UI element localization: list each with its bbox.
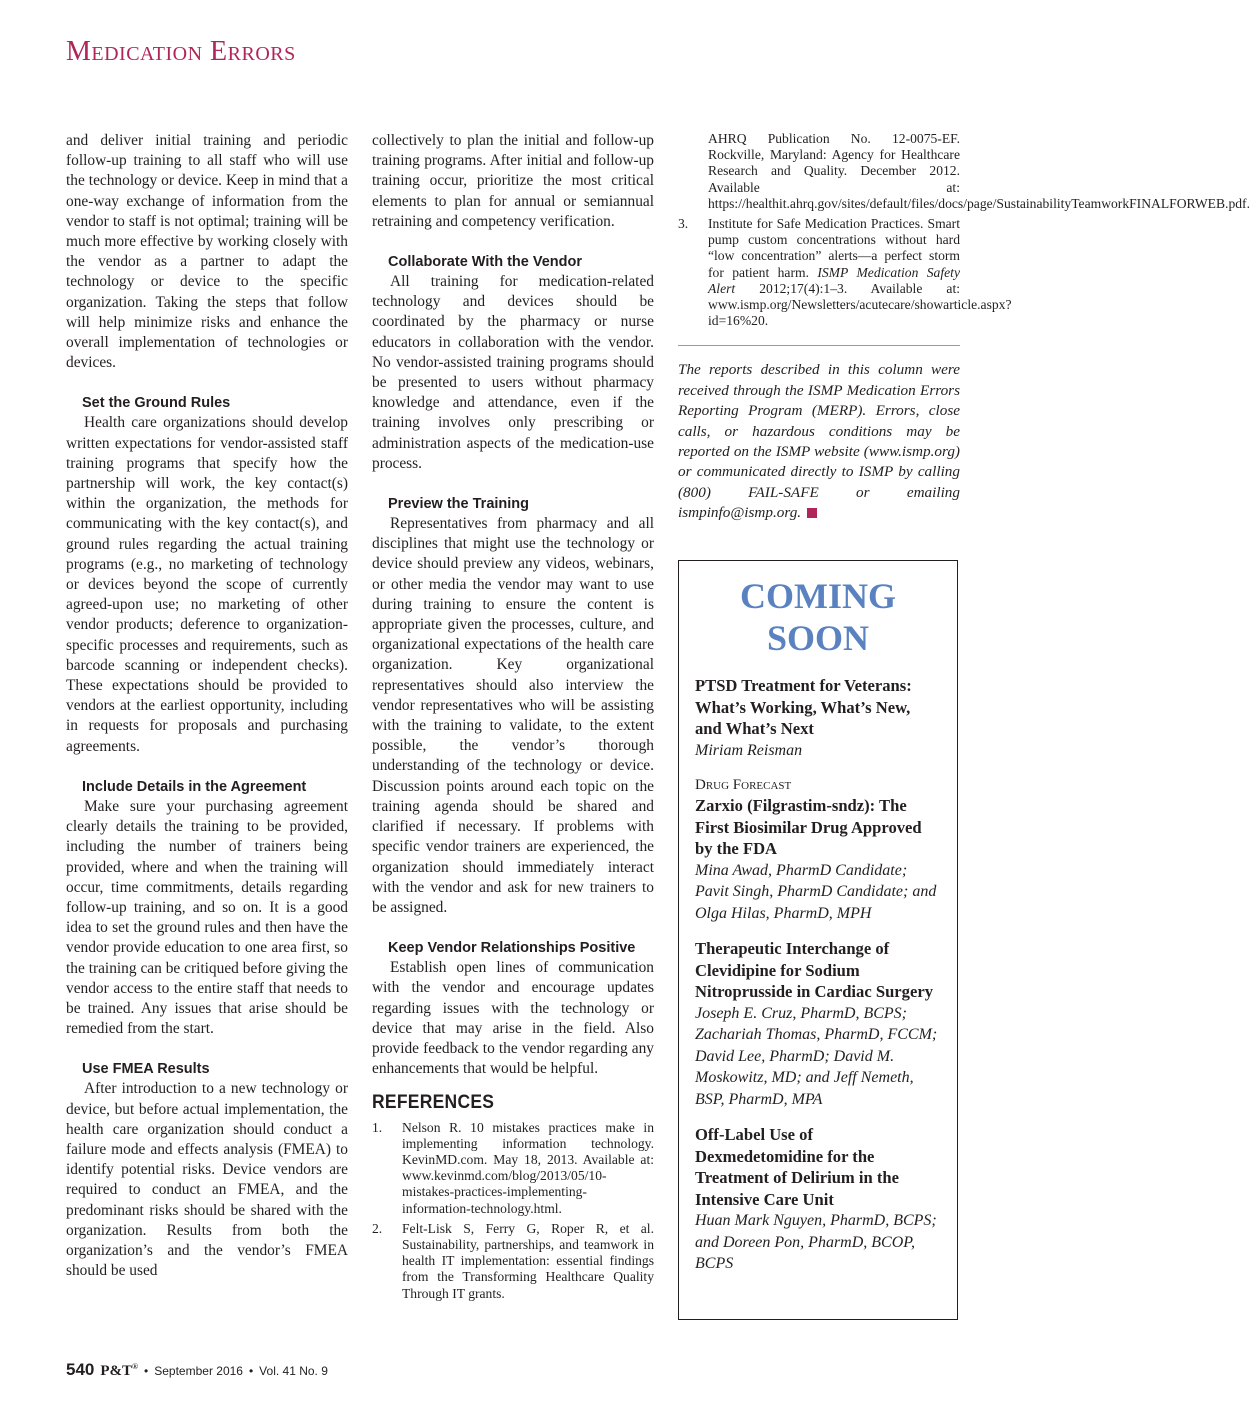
reference-item [372, 1120, 654, 1217]
coming-soon-item-authors: Huan Mark Nguyen, PharmD, BCPS; and Doreen Pon, PharmD, BCOP, BCPS [695, 1212, 937, 1272]
issue-volume: Vol. 41 No. 9 [259, 1364, 328, 1378]
reference-item [678, 216, 1012, 329]
reference-number: 3. [678, 216, 689, 232]
divider [678, 345, 960, 346]
paragraph-preview: Representatives from pharmacy and all disciplines that might use the technology or device should preview any videos, webinars, or other media the vendor may want to use during training to ensure the content is appropriate given the processes, culture, and organizational expectations of the health care organization. Key organizational representatives should also interview the vendor representatives who will be assisting with the training to validate, to the extent possible, the vendor’s thorough understanding of the technology or device. Discussion points around each topic on the training agenda should be shared and clarified if necessary. If problems with specific vendor trainers are experienced, the organization should immediately interact with the vendor and ask for new trainers to be assigned. [372, 515, 654, 916]
subhead-collaborate: Collaborate With the Vendor [388, 254, 583, 271]
coming-soon-item-authors: Miriam Reisman [695, 741, 803, 759]
footer-separator: • [144, 1364, 149, 1378]
paragraph-keep-positive: Establish open lines of communication with the vendor and encourage updates regarding issues with the technology or device that may arise in the field. Also provide feedback to the vendor regarding any enhancements that would be helpful. [372, 959, 654, 1078]
reference-journal: ISMP Medication Safety Alert [708, 264, 960, 296]
coming-soon-item-title: PTSD Treatment for Veterans: What’s Working, What’s New, and What’s Next [695, 676, 912, 738]
page-footer [66, 1360, 328, 1380]
footer-separator: • [248, 1364, 254, 1378]
reference-text: Nelson R. 10 mistakes practices make in implementing information technology. KevinMD.com. May 18, 2013. Available at: www.kevinmd.com/blog/2013/05/10-mistakes-practices-implementing-information-technology.html. [402, 1119, 654, 1216]
issue-date: September 2016 [154, 1364, 243, 1378]
coming-soon-item [695, 775, 941, 924]
coming-soon-item [695, 675, 941, 761]
reference-number: 2. [372, 1220, 383, 1236]
coming-soon-title-line1: COMING [740, 576, 896, 616]
references-heading: REFERENCES [372, 1092, 495, 1114]
reference-item-continued [678, 131, 1250, 212]
end-mark-icon [807, 508, 817, 518]
paragraph-collaborate: All training for medication-related technology and devices should be coordinated by the pharmacy or nurse educators in collaboration with the vendor. No vendor-assisted training programs should be presented to users without pharmacy knowledge and attendance, even if the training involves only prescribing or administration aspects of the medication-use process. [372, 273, 654, 472]
col2-intro: collectively to plan the initial and follow-up training programs. After initial and follow-up training occur, prioritize the most critical elements to plan for annual or semiannual retraining and competency verification. [372, 132, 654, 230]
reference-text: Felt-Lisk S, Ferry G, Roper R, et al. Sustainability, partnerships, and teamwork in health IT implementation: essential findings from the Transforming Healthcare Quality Through IT grants. [402, 1220, 654, 1301]
merp-note-text: The reports described in this column were received through the ISMP Medication Errors Reporting Program (MERP). Errors, close calls, or hazardous conditions may be reported on the ISMP website (www.ismp.org) or communicated directly to ISMP by calling (800) FAIL-SAFE or emailing ismpinfo@ismp.org. [678, 361, 960, 522]
references-list [372, 1120, 654, 1302]
column-1 [66, 131, 348, 1281]
coming-soon-box [678, 560, 958, 1320]
subhead-include-details: Include Details in the Agreement [82, 778, 307, 795]
reference-text: AHRQ Publication No. 12-0075-EF. Rockville, Maryland: Agency for Healthcare Research and Quality. December 2012. Available at: https://healthit.ahrq.gov/sites/default/files/docs/page/SustainabilityTeamworkFINALFORWEB.pdf. [708, 131, 1250, 211]
coming-soon-title-line2: SOON [766, 618, 870, 658]
coming-soon-item-title: Zarxio (Filgrastim-sndz): The First Biosimilar Drug Approved by the FDA [695, 796, 922, 858]
subhead-ground-rules: Set the Ground Rules [82, 395, 231, 412]
subhead-preview: Preview the Training [388, 496, 530, 513]
coming-soon-item-title: Off-Label Use of Dexmedetomidine for the Treatment of Delirium in the Intensive Care Unit [695, 1125, 900, 1209]
coming-soon-item-authors: Joseph E. Cruz, PharmD, BCPS; Zachariah Thomas, PharmD, FCCM; David Lee, PharmD; David M. Moskowitz, MD; and Jeff Nemeth, BSP, PharmD, MPA [695, 1004, 938, 1108]
coming-soon-item-title: Therapeutic Interchange of Clevidipine for Sodium Nitroprusside in Cardiac Surgery [695, 939, 934, 1001]
reference-text-tail: 2012;17(4):1–3. Available at: www.ismp.org/Newsletters/acutecare/showarticle.aspx?id=16%20. [708, 280, 1012, 329]
coming-soon-item-kicker: Drug Forecast [695, 777, 792, 793]
reference-number: 1. [372, 1119, 383, 1135]
merp-note [678, 360, 960, 523]
subhead-keep-positive: Keep Vendor Relationships Positive [388, 940, 636, 957]
reference-item [372, 1221, 654, 1302]
subhead-fmea: Use FMEA Results [82, 1061, 210, 1078]
paragraph-include-details: Make sure your purchasing agreement clearly details the training to be provided, including the number of trainers being provided, where and when the training will occur, time commitments, details regarding follow-up training, and so on. It is a good idea to set the ground rules and then have the vendor provide education to one area first, so the training can be critiqued before giving the vendor access to the entire staff that needs to be trained. Any issues that arise should be remedied from the start. [66, 797, 348, 1038]
references-list-continued [678, 131, 1250, 329]
column-2 [372, 131, 654, 1306]
paragraph-ground-rules: Health care organizations should develop written expectations for vendor-assisted staff training programs that specify how the partnership will work, the key contact(s) within the organization, the methods for communicating with the key contact(s), and ground rules regarding the actual training programs (e.g., no marketing of technology or devices beyond the scope of currently agreed-upon use; no marketing of other vendor products; deference to organization-specific processes and requirements, such as barcode scanning or independent checks). These expectations should be provided to vendors at the earliest opportunity, including in requests for proposals and purchasing agreements. [66, 414, 348, 755]
column-3 [678, 131, 1250, 524]
journal-name [100, 1362, 138, 1380]
coming-soon-item-authors: Mina Awad, PharmD Candidate; Pavit Singh, PharmD Candidate; and Olga Hilas, PharmD, MPH [695, 861, 937, 922]
section-title: Medication Errors [66, 36, 296, 67]
coming-soon-item [695, 1124, 941, 1275]
reference-text: Institute for Safe Medication Practices. Smart pump custom concentrations without hard “low concentration” alerts—a perfect storm for patient harm. [708, 216, 960, 280]
col1-intro: and deliver initial training and periodic follow-up training to all staff who will use the technology or device. Keep in mind that a one-way exchange of information from the vendor to staff is not optimal; training will be much more effective by working closely with the vendor as a partner to adapt the technology or device to the specific organization. Taking the steps that follow will help minimize risks and enhance the overall implementation of technologies or devices. [66, 132, 348, 372]
journal-title: P&T [100, 1363, 133, 1379]
page-number: 540 [66, 1360, 95, 1379]
registered-mark: ® [132, 1362, 139, 1371]
coming-soon-item [695, 938, 941, 1110]
coming-soon-title [695, 575, 941, 659]
paragraph-fmea: After introduction to a new technology or device, but before actual implementation, the health care organization should conduct a failure mode and effects analysis (FMEA) to identify potential risks. Device vendors are required to conduct an FMEA, and the predominant risks should be shared with the organization. Results from both the organization’s and the vendor’s FMEA should be used [66, 1080, 348, 1280]
